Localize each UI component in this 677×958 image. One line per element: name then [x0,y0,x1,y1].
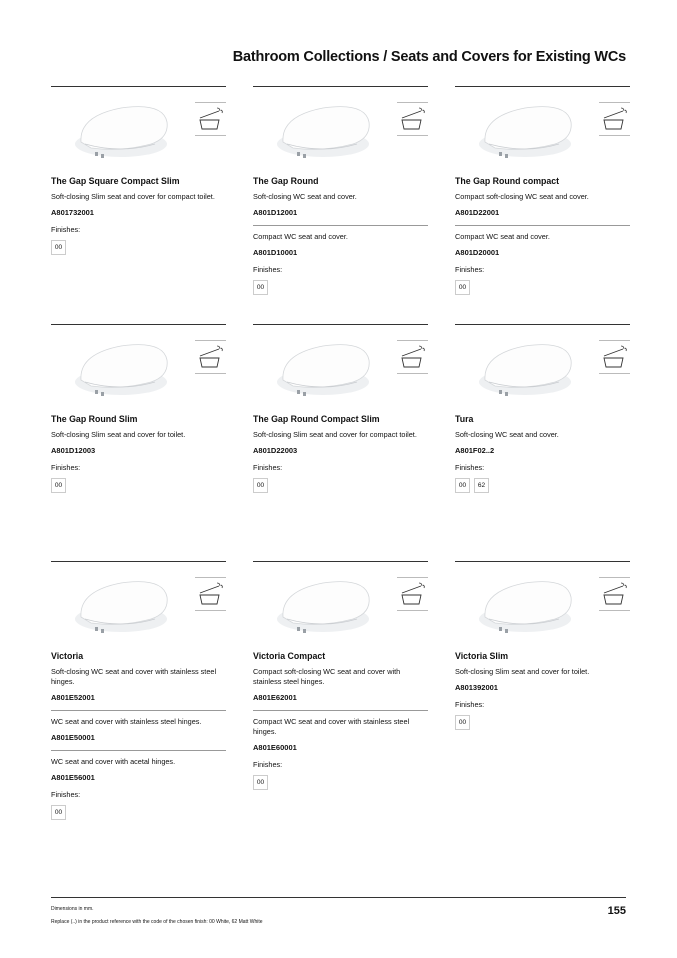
product-info [51,176,226,255]
variant-description: Soft-closing WC seat and cover. [253,192,357,201]
product-info [253,176,428,295]
finish-chip: 00 [455,715,470,730]
variant-description: Compact soft-closing WC seat and cover. [455,192,589,201]
variant-description: Soft-closing WC seat and cover with stainless steel hinges. [51,667,217,686]
product-code: A801732001 [51,208,94,217]
product-code: A801D22001 [455,208,500,217]
product-info [253,651,428,790]
finish-chip: 00 [253,478,268,493]
footer-note-finish-codes: Replace (..) in the product reference with the code of the chosen finish: 00 White, 62 Matt White [51,919,263,925]
card-divider [455,86,630,87]
variant-description: WC seat and cover with stainless steel hinges. [51,717,202,726]
finish-chips [253,280,428,295]
card-divider [455,561,630,562]
variant-description: Soft-closing WC seat and cover. [455,430,559,439]
toilet-seat-image [455,92,595,166]
variant-description: Soft-closing Slim seat and cover for compact toilet. [253,430,417,439]
product-info [51,651,226,820]
finish-chip: 00 [253,775,268,790]
page-number: 155 [607,905,626,917]
product-code: A801E60001 [253,743,297,752]
product-info [455,414,630,493]
finishes-label: Finishes: [455,463,485,472]
variant-description: Compact WC seat and cover. [455,232,550,241]
card-divider [253,324,428,325]
variant-description: Compact WC seat and cover. [253,232,348,241]
product-code: A801D12001 [253,208,298,217]
soft-close-icon [599,577,630,611]
toilet-seat-image [455,567,595,641]
card-divider [455,324,630,325]
product-code: A801E62001 [253,693,297,702]
toilet-seat-image [253,330,393,404]
finish-chip: 62 [474,478,489,493]
finishes-label: Finishes: [253,265,283,274]
variant-description: Soft-closing Slim seat and cover for compact toilet. [51,192,215,201]
finish-chips [253,478,428,493]
product-name: The Gap Round compact [455,176,560,186]
soft-close-icon [195,340,226,374]
toilet-seat-image [51,567,191,641]
finishes-label: Finishes: [51,463,81,472]
finish-chips [51,805,226,820]
soft-close-icon [195,102,226,136]
card-divider [51,324,226,325]
product-code: A801392001 [455,683,498,692]
product-info [253,414,428,493]
finishes-label: Finishes: [51,225,81,234]
page-title: Bathroom Collections / Seats and Covers for Existing WCs [232,49,626,65]
card-divider [51,86,226,87]
product-code: A801D12003 [51,446,96,455]
product-code: A801E50001 [51,733,95,742]
product-info [51,414,226,493]
variant-description: Compact soft-closing WC seat and cover with stainless steel hinges. [253,667,401,686]
card-divider [253,561,428,562]
product-code: A801D10001 [253,248,298,257]
finish-chips [455,478,630,493]
product-name: The Gap Round Compact Slim [253,414,380,424]
product-code: A801D22003 [253,446,298,455]
finish-chips [455,280,630,295]
product-name: The Gap Square Compact Slim [51,176,180,186]
soft-close-icon [599,340,630,374]
finishes-label: Finishes: [253,760,283,769]
variant-divider [253,225,428,226]
variant-divider [455,225,630,226]
variant-divider [51,710,226,711]
finish-chip: 00 [253,280,268,295]
finish-chip: 00 [51,478,66,493]
soft-close-icon [397,577,428,611]
product-info [455,651,630,730]
finish-chips [455,715,630,730]
variant-divider [253,710,428,711]
soft-close-icon [397,102,428,136]
product-info [455,176,630,295]
product-code: A801D20001 [455,248,500,257]
soft-close-icon [195,577,226,611]
toilet-seat-image [51,330,191,404]
finishes-label: Finishes: [455,700,485,709]
toilet-seat-image [51,92,191,166]
soft-close-icon [599,102,630,136]
toilet-seat-image [253,92,393,166]
finish-chip: 00 [51,805,66,820]
finish-chips [51,240,226,255]
product-name: The Gap Round Slim [51,414,138,424]
footer-note-dimensions: Dimensions in mm. [51,906,94,912]
product-name: Victoria Slim [455,651,509,661]
variant-description: Compact WC seat and cover with stainless steel hinges. [253,717,410,736]
toilet-seat-image [455,330,595,404]
finish-chips [51,478,226,493]
product-code: A801E56001 [51,773,95,782]
finish-chip: 00 [51,240,66,255]
card-divider [253,86,428,87]
product-code: A801F02..2 [455,446,495,455]
product-name: The Gap Round [253,176,319,186]
finish-chips [253,775,428,790]
footer-divider [51,897,626,898]
variant-description: Soft-closing Slim seat and cover for toilet. [455,667,590,676]
variant-description: Soft-closing Slim seat and cover for toilet. [51,430,186,439]
variant-divider [51,750,226,751]
finish-chip: 00 [455,478,470,493]
product-code: A801E52001 [51,693,95,702]
soft-close-icon [397,340,428,374]
toilet-seat-image [253,567,393,641]
finish-chip: 00 [455,280,470,295]
variant-description: WC seat and cover with acetal hinges. [51,757,176,766]
finishes-label: Finishes: [455,265,485,274]
product-name: Victoria Compact [253,651,326,661]
card-divider [51,561,226,562]
product-name: Tura [455,414,474,424]
finishes-label: Finishes: [253,463,283,472]
product-name: Victoria [51,651,84,661]
finishes-label: Finishes: [51,790,81,799]
